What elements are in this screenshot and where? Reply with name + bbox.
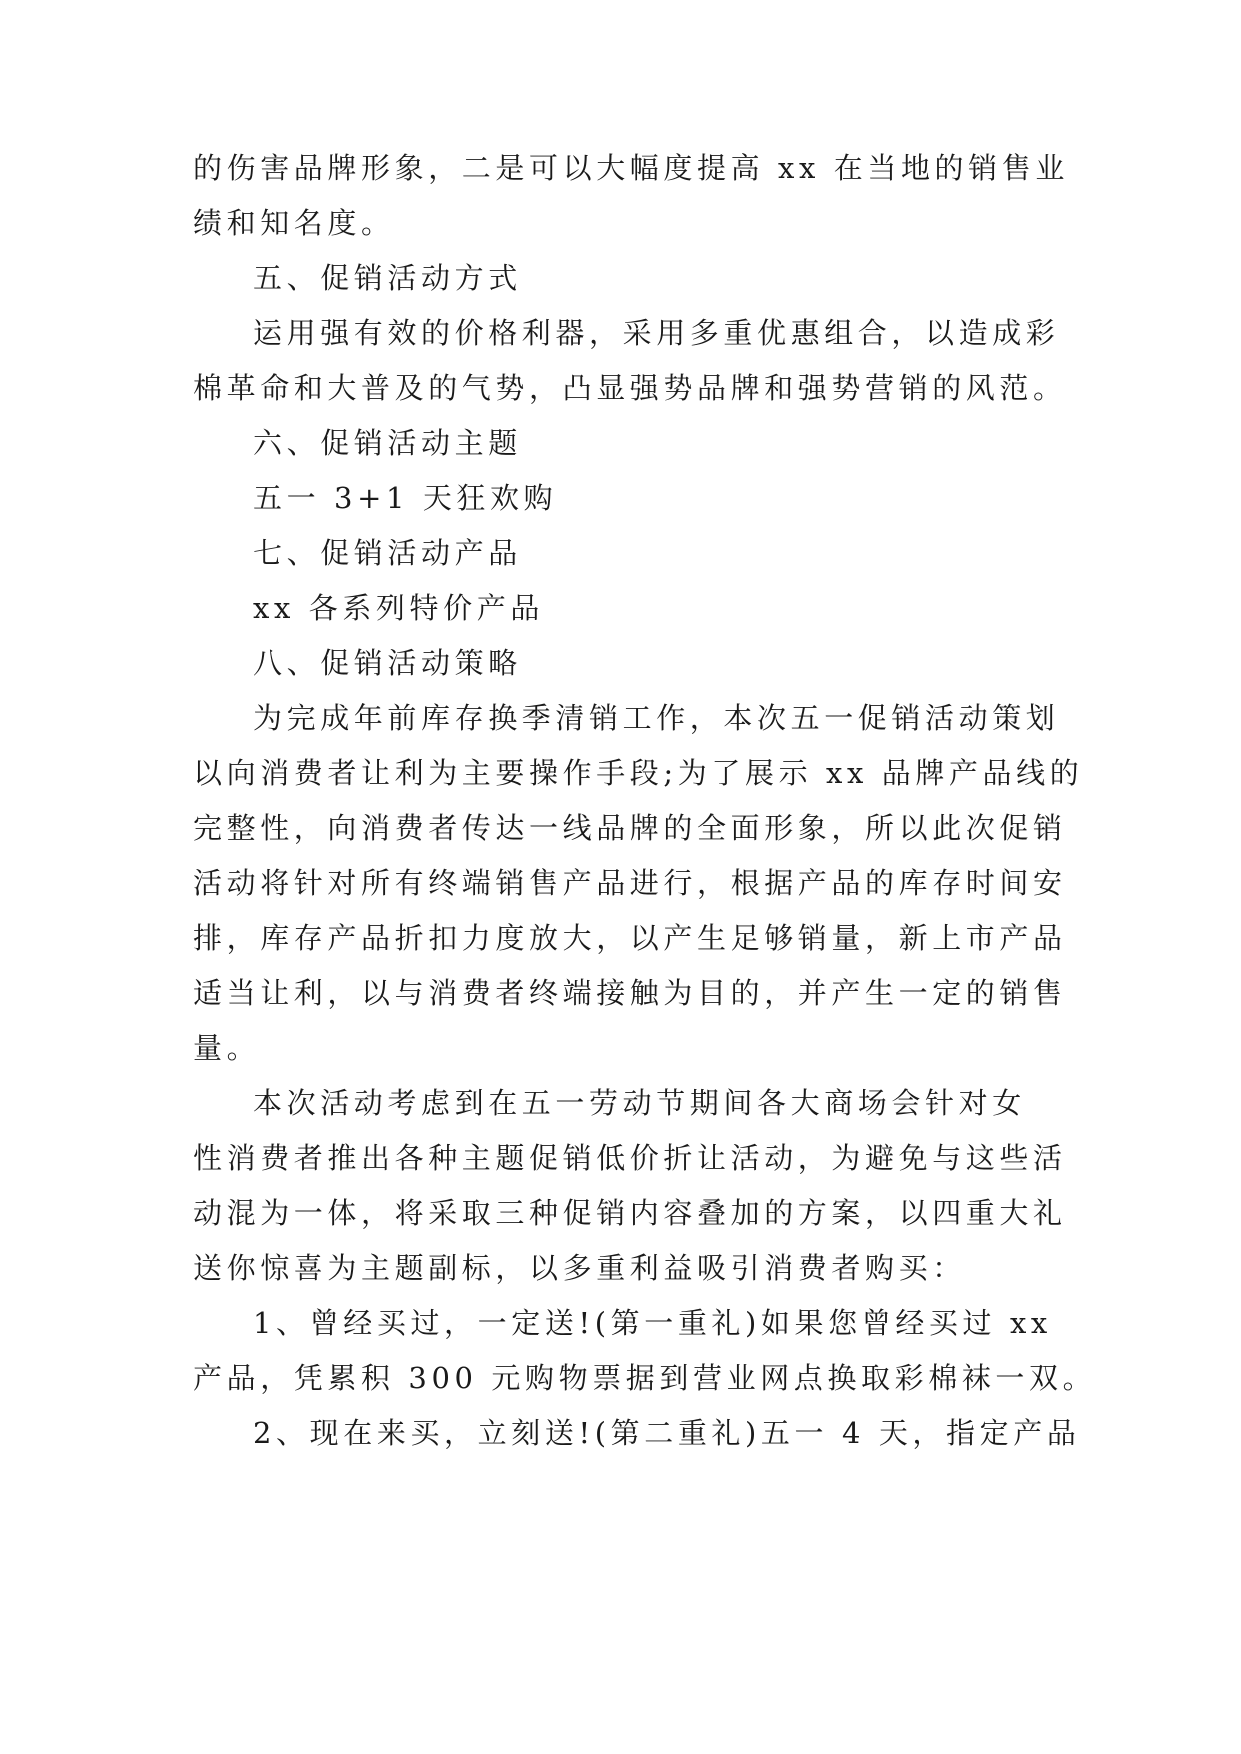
paragraph-line: 为完成年前库存换季清销工作，本次五一促销活动策划 bbox=[253, 701, 1060, 735]
paragraph-line: 量。 bbox=[193, 1031, 261, 1065]
paragraph-line: xx 各系列特价产品 bbox=[253, 591, 544, 625]
section-heading-products: 七、促销活动产品 bbox=[253, 536, 522, 570]
paragraph-line: 产品，凭累积 300 元购物票据到营业网点换取彩棉袜一双。 bbox=[193, 1361, 1097, 1395]
paragraph-line: 棉革命和大普及的气势，凸显强势品牌和强势营销的风范。 bbox=[193, 371, 1067, 405]
paragraph-line: 完整性，向消费者传达一线品牌的全面形象，所以此次促销 bbox=[193, 811, 1067, 845]
list-item-1: 1、曾经买过，一定送!(第一重礼)如果您曾经买过 xx bbox=[253, 1306, 1052, 1340]
paragraph-line: 排，库存产品折扣力度放大，以产生足够销量，新上市产品 bbox=[193, 921, 1067, 955]
paragraph-line: 运用强有效的价格利器，采用多重优惠组合，以造成彩 bbox=[253, 316, 1060, 350]
section-heading-strategy: 八、促销活动策略 bbox=[253, 646, 522, 680]
paragraph-line: 的伤害品牌形象，二是可以大幅度提高 xx 在当地的销售业 bbox=[193, 151, 1069, 185]
paragraph-line: 适当让利，以与消费者终端接触为目的，并产生一定的销售 bbox=[193, 976, 1067, 1010]
paragraph-line: 以向消费者让利为主要操作手段;为了展示 xx 品牌产品线的 bbox=[193, 756, 1084, 790]
list-item-2: 2、现在来买，立刻送!(第二重礼)五一 4 天，指定产品 bbox=[253, 1416, 1081, 1450]
paragraph-line: 活动将针对所有终端销售产品进行，根据产品的库存时间安 bbox=[193, 866, 1067, 900]
paragraph-line: 动混为一体，将采取三种促销内容叠加的方案，以四重大礼 bbox=[193, 1196, 1067, 1230]
paragraph-line: 本次活动考虑到在五一劳动节期间各大商场会针对女 bbox=[253, 1086, 1026, 1120]
section-heading-method: 五、促销活动方式 bbox=[253, 261, 522, 295]
section-heading-theme: 六、促销活动主题 bbox=[253, 426, 522, 460]
paragraph-line: 性消费者推出各种主题促销低价折让活动，为避免与这些活 bbox=[193, 1141, 1067, 1175]
paragraph-line: 五一 3+1 天狂欢购 bbox=[253, 481, 558, 515]
paragraph-line: 送你惊喜为主题副标，以多重利益吸引消费者购买： bbox=[193, 1251, 966, 1285]
paragraph-line: 绩和知名度。 bbox=[193, 206, 395, 240]
